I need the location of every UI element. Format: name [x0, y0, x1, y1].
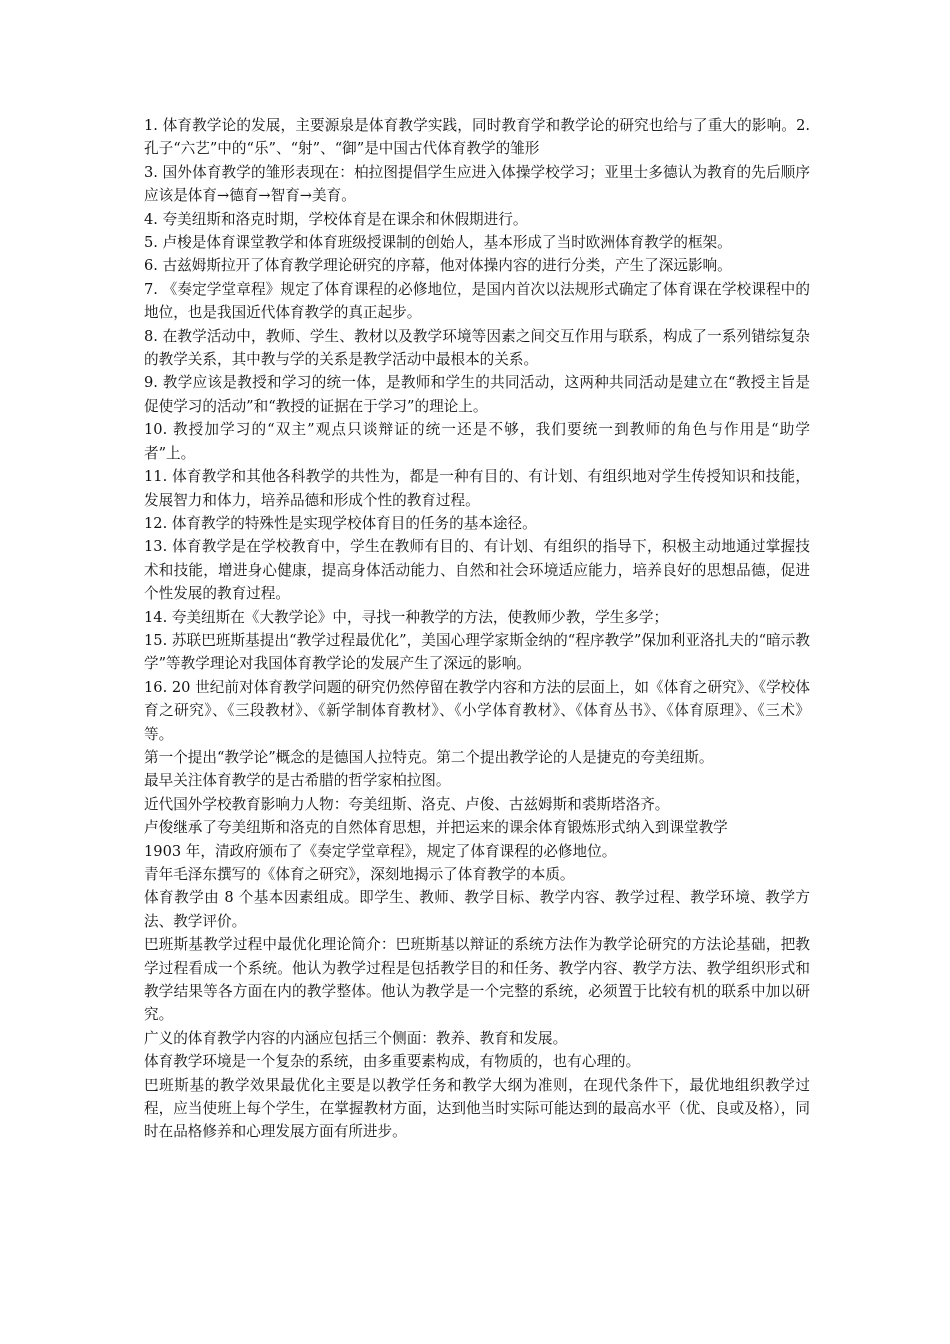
paragraph-14: 15. 苏联巴班斯基提出“教学过程最优化”，美国心理学家斯金纳的“程序教学”保加利亚洛扎夫的“暗示教学”等教学理论对我国体育教学论的发展产生了深远的影响。: [144, 631, 810, 673]
paragraph-5: 6. 古兹姆斯拉开了体育教学理论研究的序幕，他对体操内容的进行分类，产生了深远影响。: [144, 257, 732, 275]
paragraph-16: 第一个提出“教学论”概念的是德国人拉特克。第二个提出教学论的人是捷克的夸美纽斯。: [144, 748, 714, 766]
paragraph-1: 1. 体育教学论的发展，主要源泉是体育教学实践，同时教育学和教学论的研究也给与了重大的影响。2. 孔子“六艺”中的“乐”、“射”、“御”是中国古代体育教学的雏形: [144, 117, 810, 158]
paragraph-22: 体育教学由 8 个基本因素组成。即学生、教师、教学目标、教学内容、教学过程、教学环境、教学方法、教学评价。: [144, 889, 810, 930]
paragraph-9: 10. 教授加学习的“双主”观点只谈辩证的统一还是不够，我们要统一到教师的角色与作用是“助学者”上。: [144, 421, 810, 462]
paragraph-4: 5. 卢梭是体育课堂教学和体育班级授课制的创始人，基本形成了当时欧洲体育教学的框架。: [144, 234, 732, 252]
paragraph-6: 7. 《奏定学堂章程》规定了体育课程的必修地位，是国内首次以法规形式确定了体育课在学校课程中的地位，也是我国近代体育教学的真正起步。: [144, 280, 810, 322]
paragraph-21: 青年毛泽东撰写的《体育之研究》，深刻地揭示了体育教学的本质。: [144, 866, 575, 883]
paragraph-8: 9. 教学应该是教授和学习的统一体，是教师和学生的共同活动，这两种共同活动是建立在“教授主旨是促使学习的活动”和“教授的证据在于学习”的理论上。: [144, 374, 810, 415]
paragraph-20: 1903 年，清政府颁布了《奏定学堂章程》，规定了体育课程的必修地位。: [144, 842, 617, 860]
paragraph-12: 13. 体育教学是在学校教育中，学生在教师有目的、有计划、有组织的指导下，积极主动地通过掌握技术和技能，增进身心健康，提高身体活动能力、自然和社会环境适应能力，培养良好的思想品德，促进个性发展的教育过程。: [144, 538, 810, 603]
document-body: [144, 114, 810, 1144]
paragraph-18: 近代国外学校教育影响力人物：夸美纽斯、洛克、卢俊、古兹姆斯和裘斯塔洛齐。: [144, 795, 670, 813]
paragraph-26: 巴班斯基的教学效果最优化主要是以教学任务和教学大纲为准则，在现代条件下，最优地组织教学过程，应当使班上每个学生，在掌握教材方面，达到他当时实际可能达到的最高水平（优、良或及格），同时在品格修养和心理发展方面有所进步。: [144, 1076, 810, 1141]
paragraph-17: 最早关注体育教学的是古希腊的哲学家柏拉图。: [144, 772, 451, 790]
paragraph-25: 体育教学环境是一个复杂的系统，由多重要素构成，有物质的，也有心理的。: [144, 1053, 641, 1071]
paragraph-24: 广义的体育教学内容的内涵应包括三个侧面：教养、教育和发展。: [144, 1029, 568, 1047]
paragraph-2: 3. 国外体育教学的雏形表现在：柏拉图提倡学生应进入体操学校学习；亚里士多德认为教育的先后顺序应该是体育→德育→智育→美育。: [144, 163, 810, 205]
paragraph-10: 11. 体育教学和其他各科教学的共性为，都是一种有目的、有计划、有组织地对学生传授知识和技能，发展智力和体力，培养品德和形成个性的教育过程。: [144, 468, 810, 509]
paragraph-11: 12. 体育教学的特殊性是实现学校体育目的任务的基本途径。: [144, 514, 537, 532]
paragraph-13: 14. 夸美纽斯在《大教学论》中，寻找一种教学的方法，使教师少教，学生多学；: [144, 608, 669, 626]
paragraph-3: 4. 夸美纽斯和洛克时期，学校体育是在课余和休假期进行。: [144, 210, 528, 228]
paragraph-15: 16. 20 世纪前对体育教学问题的研究仍然停留在教学内容和方法的层面上，如《体育之研究》、《学校体育之研究》、《三段教材》、《新学制体育教材》、《小学体育教材》、《体育丛书》、《体育原理》、《三术》等。: [144, 678, 810, 743]
paragraph-19: 卢俊继承了夸美纽斯和洛克的自然体育思想，并把运来的课余体育锻炼形式纳入到课堂教学: [144, 819, 728, 837]
paragraph-7: 8. 在教学活动中，教师、学生、教材以及教学环境等因素之间交互作用与联系，构成了一系列错综复杂的教学关系，其中教与学的关系是教学活动中最根本的关系。: [144, 327, 810, 369]
paragraph-23: 巴班斯基教学过程中最优化理论简介：巴班斯基以辩证的系统方法作为教学论研究的方法论基础，把教学过程看成一个系统。他认为教学过程是包括教学目的和任务、教学内容、教学方法、教学组织形式和教学结果等各方面在内的教学整体。他认为教学是一个完整的系统，必须置于比较有机的联系中加以研究。: [144, 936, 810, 1024]
